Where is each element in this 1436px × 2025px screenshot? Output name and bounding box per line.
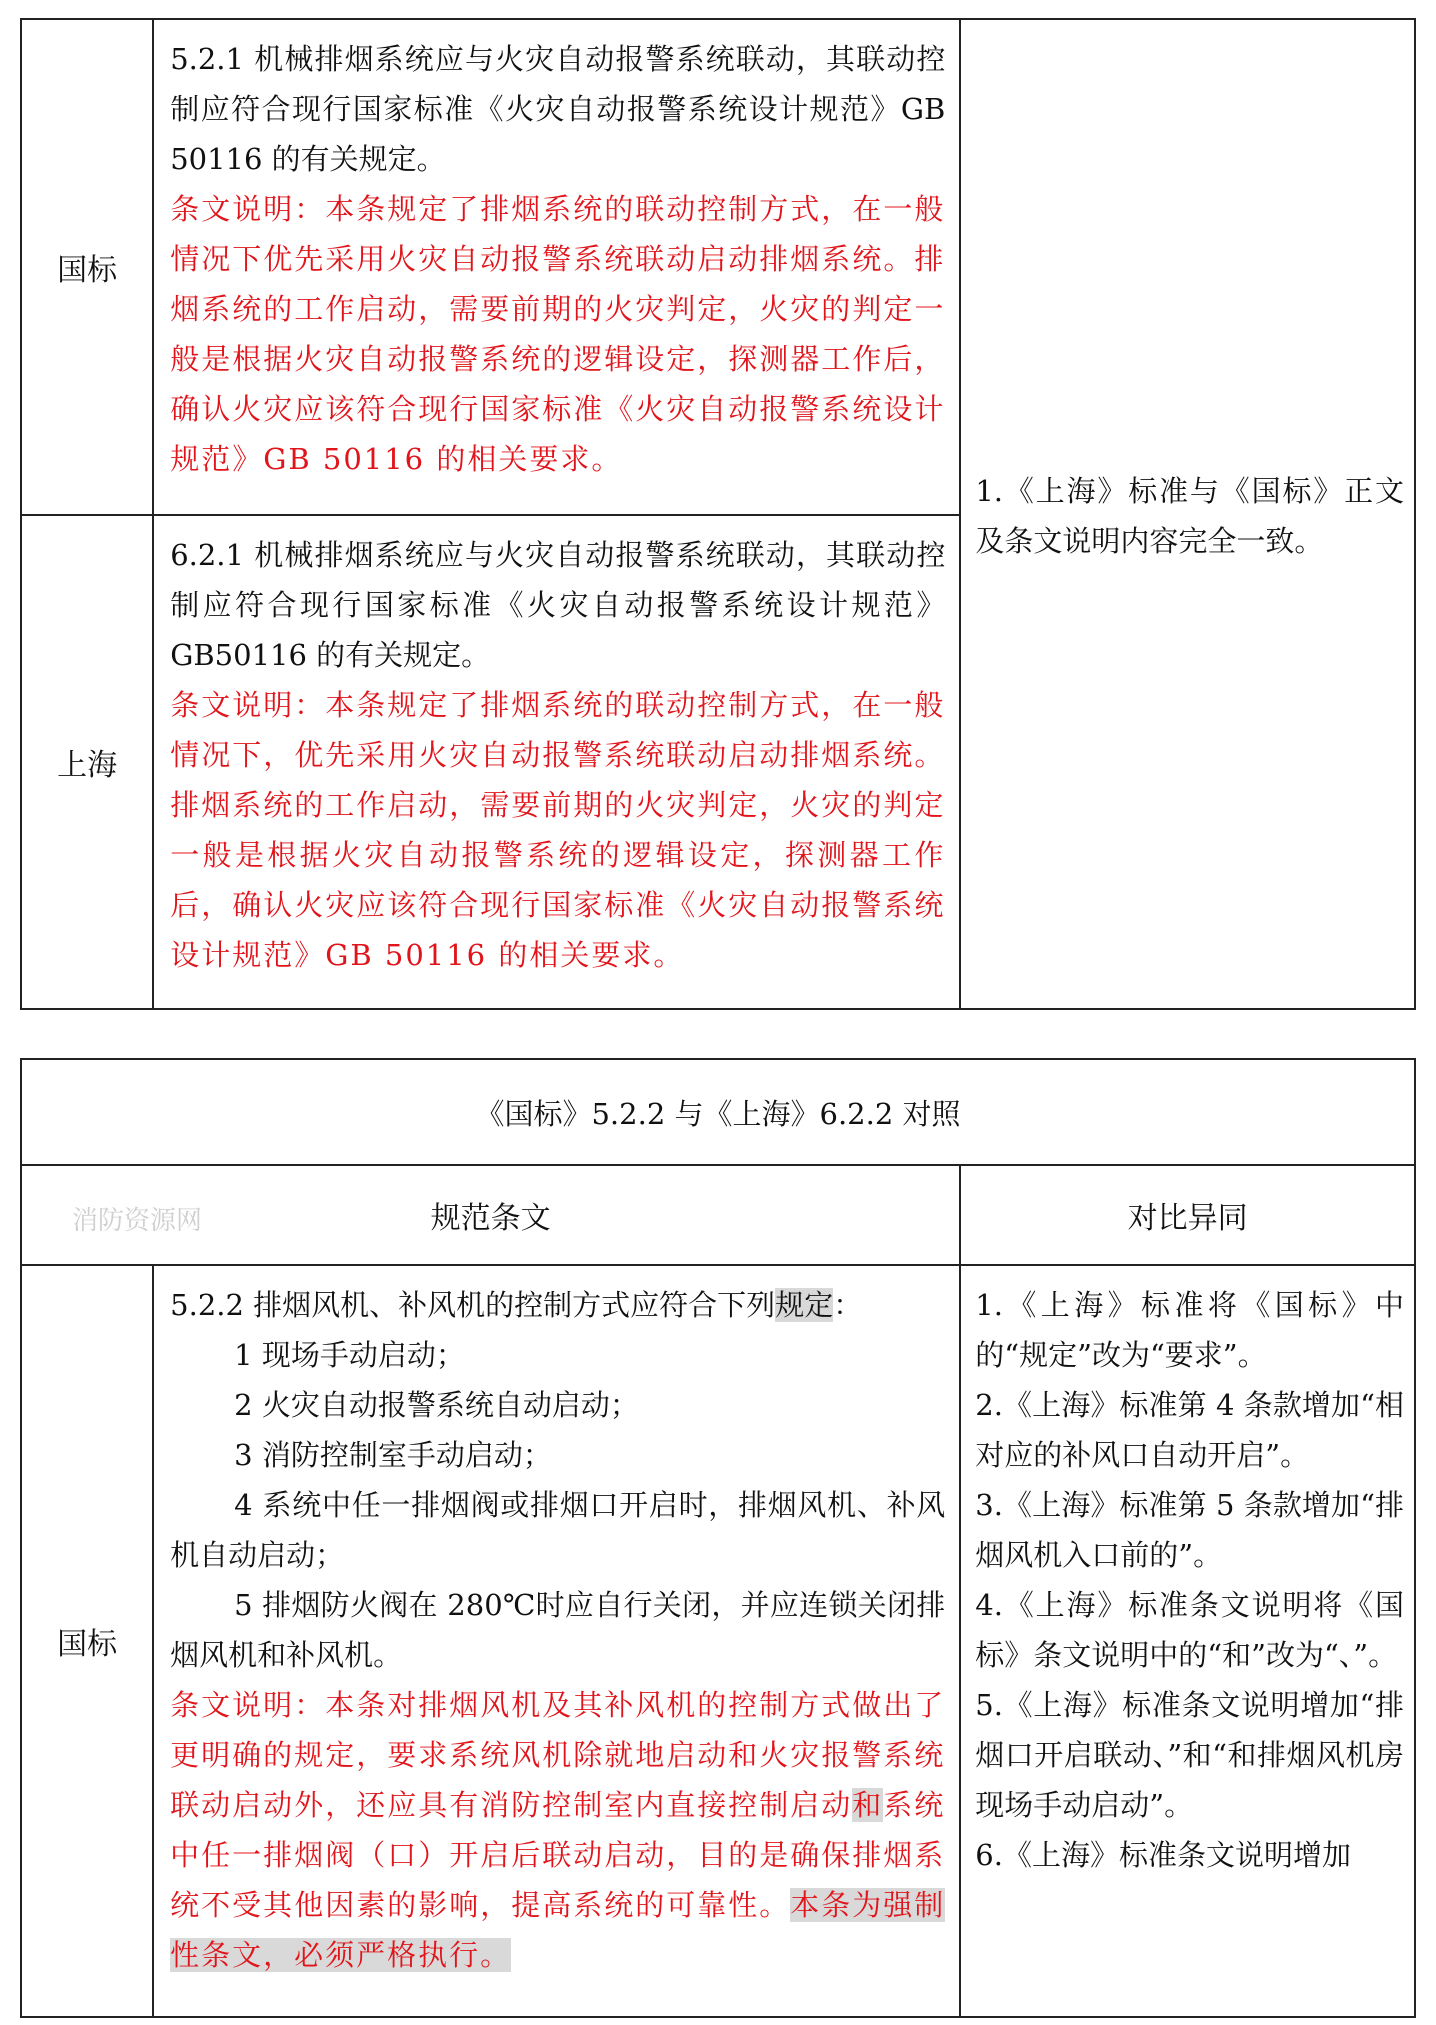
- table-title-row: [21, 1059, 1415, 1165]
- table-title: 《国标》5.2.2 与《上海》6.2.2 对照: [21, 1059, 1415, 1165]
- diff-note: 1.《上海》标准与《国标》正文及条文说明内容完全一致。: [975, 474, 1404, 558]
- highlight-text: 本条为强制性条文，必须严格执行。: [170, 1888, 946, 1972]
- clause-text: 6.2.1 机械排烟系统应与火灾自动报警系统联动，其联动控制应符合现行国家标准《火灾自动报警系统设计规范》GB50116 的有关规定。: [170, 538, 946, 672]
- clause-item-text: 4 系统中任一排烟阀或排烟口开启时，排烟风机、补风机自动启动；: [170, 1488, 946, 1572]
- clause-item: [170, 1580, 945, 1680]
- header-clause: [21, 1165, 960, 1265]
- explanation-part: 条文说明：本条对排烟风机及其补风机的控制方式做出了更明确的规定，要求系统风机除就地启动: [170, 1688, 946, 1772]
- diff-note: 6.《上海》标准条文说明增加: [975, 1838, 1351, 1872]
- watermark: 消防资源网: [72, 1206, 203, 1236]
- comparison-table-1: [20, 18, 1416, 1010]
- clause-item-text: 5 排烟防火阀在 280℃时应自行关闭，并应连锁关闭排烟风机和补风机。: [170, 1588, 946, 1672]
- clause-cell: [153, 515, 960, 1009]
- clause-lead: [170, 1280, 945, 1330]
- explanation-text: 条文说明：本条规定了排烟系统的联动控制方式，在一般情况下，优先采用火灾自动报警系统联动启动排烟系统。排烟系统的工作启动，需要前期的火灾判定，火灾的判定一般是根据火灾自动报警系统的逻辑设定，探测器工作后，确认火灾应该符合现行国家标准《火灾自动报警系统设计规范》GB 50116 的相关要求。: [170, 688, 946, 972]
- clause-item: 1 现场手动启动；: [234, 1338, 465, 1372]
- diff-note: 2.《上海》标准第 4 条款增加“相对应的补风口自动开启”。: [975, 1388, 1404, 1472]
- table-row: [21, 19, 1415, 515]
- diff-note: 3.《上海》标准第 5 条款增加“排烟风机入口前的”。: [975, 1488, 1404, 1572]
- explanation-part: 火灾报警系统联动启动外，还应具有消防控制室内直接控制启动: [170, 1738, 946, 1822]
- header-clause-label: 规范条文: [430, 1201, 551, 1236]
- explanation-part: 和: [728, 1738, 760, 1772]
- diff-cell: [960, 1265, 1415, 2017]
- highlight-text: 规定: [775, 1288, 834, 1322]
- clause-item: 3 消防控制室手动启动；: [234, 1438, 552, 1472]
- comparison-table-2: [20, 1058, 1416, 2018]
- explanation-text: 条文说明：本条规定了排烟系统的联动控制方式，在一般情况下优先采用火灾自动报警系统联动启动排烟系统。排烟系统的工作启动，需要前期的火灾判定，火灾的判定一般是根据火灾自动报警系统的逻辑设定，探测器工作后，确认火灾应该符合现行国家标准《火灾自动报警系统设计规范》GB 50116 的相关要求。: [170, 192, 946, 476]
- clause-lead-end: ：: [833, 1288, 863, 1322]
- clause-cell: [153, 1265, 960, 2017]
- diff-note: 5.《上海》标准条文说明增加“排烟口开启联动、”和“和排烟风机房现场手动启动”。: [975, 1688, 1404, 1822]
- region-cell: 国标: [21, 1265, 153, 2017]
- region-cell: 国标: [21, 19, 153, 515]
- diff-note: 1.《上海》标准将《国标》中的“规定”改为“要求”。: [975, 1288, 1404, 1372]
- region-cell: 上海: [21, 515, 153, 1009]
- highlight-text: 和: [852, 1788, 884, 1822]
- clause-lead-text: 5.2.2 排烟风机、补风机的控制方式应符合下列: [170, 1288, 776, 1322]
- clause-cell: [153, 19, 960, 515]
- clause-item: [170, 1480, 945, 1580]
- table-header-row: [21, 1165, 1415, 1265]
- diff-cell: [960, 19, 1415, 1009]
- explanation-part: 系统中任一排烟阀（口）开启后联动启动，目的是确保排烟系统不受其他因素的影响，提高系统的可靠性。: [170, 1788, 946, 1922]
- header-diff: 对比异同: [960, 1165, 1415, 1265]
- clause-item: 2 火灾自动报警系统自动启动；: [234, 1388, 639, 1422]
- diff-note: 4.《上海》标准条文说明将《国标》条文说明中的“和”改为“、”。: [975, 1588, 1404, 1672]
- explanation-text: [170, 1680, 945, 1980]
- clause-text: 5.2.1 机械排烟系统应与火灾自动报警系统联动，其联动控制应符合现行国家标准《火灾自动报警系统设计规范》GB 50116 的有关规定。: [170, 42, 946, 176]
- table-row: [21, 1265, 1415, 2017]
